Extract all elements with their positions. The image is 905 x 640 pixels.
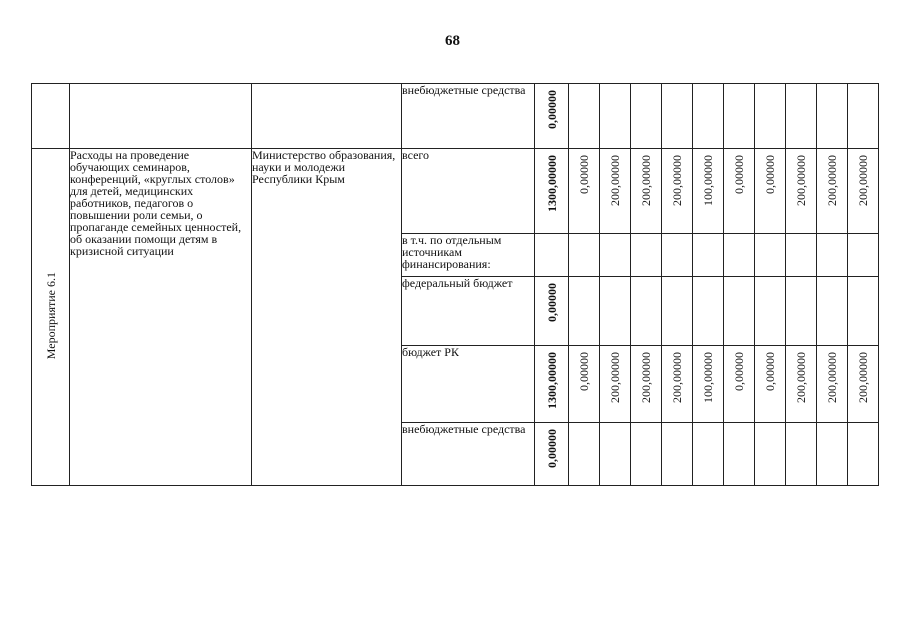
source-cell: федеральный бюджет [402,277,535,346]
source-cell: внебюджетные средства [402,84,535,149]
year-cell: 200,00000 [817,149,848,234]
year-cell: 200,00000 [631,346,662,423]
year-cell: 200,00000 [848,346,879,423]
year-cell: 200,00000 [848,149,879,234]
measure-executor: Министерство образования, науки и молодежи Республики Крым [252,149,402,486]
year-cell: 0,00000 [755,149,786,234]
total-cell: 0,00000 [535,423,569,486]
year-cell: 200,00000 [662,149,693,234]
year-cell: 0,00000 [569,346,600,423]
total-cell: 1300,00000 [535,346,569,423]
year-cell: 200,00000 [631,149,662,234]
empty-cell [70,84,252,149]
table-row-previous-offbudget [32,84,879,149]
year-cell: 200,00000 [662,346,693,423]
year-cell: 200,00000 [600,346,631,423]
total-cell: 0,00000 [535,84,569,149]
year-cell: 100,00000 [693,346,724,423]
source-cell: бюджет РК [402,346,535,423]
year-cell: 200,00000 [786,149,817,234]
year-cell: 200,00000 [786,346,817,423]
total-cell: 0,00000 [535,277,569,346]
empty-cell [252,84,402,149]
total-cell: 1300,00000 [535,149,569,234]
empty-cell [32,84,70,149]
year-cell: 0,00000 [755,346,786,423]
source-cell: внебюджетные средства [402,423,535,486]
source-cell: в т.ч. по отдельным источникам финансирования: [402,234,535,277]
table-row-total [32,149,879,234]
measure-label: Мероприятие 6.1 [43,272,58,360]
year-cell: 0,00000 [724,346,755,423]
year-cell: 200,00000 [817,346,848,423]
year-cell: 200,00000 [600,149,631,234]
page-number: 68 [445,33,460,49]
year-cell: 0,00000 [569,149,600,234]
source-cell: всего [402,149,535,234]
measure-label-cell [32,149,70,486]
year-cell: 0,00000 [724,149,755,234]
year-cell: 100,00000 [693,149,724,234]
budget-table [31,83,879,486]
measure-description: Расходы на проведение обучающих семинаров, конференций, «круглых столов» для детей, медицинских работников, педагогов о повышении роли семьи, о пропаганде семейных ценностей, об оказании помощи детям в кризисной ситуации [70,149,252,486]
